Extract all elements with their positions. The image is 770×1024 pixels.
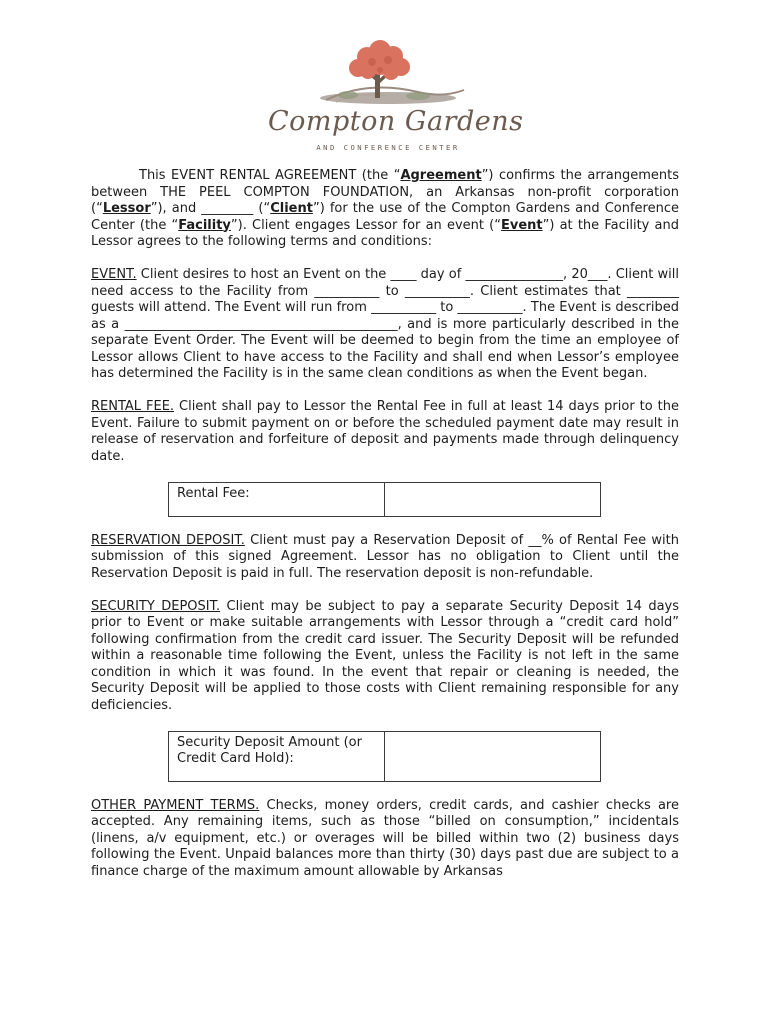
- security-deposit-value[interactable]: [385, 731, 601, 781]
- intro-paragraph: This EVENT RENTAL AGREEMENT (the “Agreement”) confirms the arrangements between THE PEEL COMPTON FOUNDATION, an Arkansas non-profit corporation (“Lessor”), and ________ (“Client”) for the use of the Compton Gardens and Conference Center (the “Facility”). Client engages Lessor for an event (“Event”) at the Facility and Lessor agrees to the following terms and conditions:: [91, 168, 680, 249]
- security-deposit-section: [91, 599, 679, 715]
- event-heading: EVENT.: [91, 267, 137, 282]
- rental-fee-body: Client shall pay to Lessor the Rental Fee in full at least 14 days prior to the Event. Failure to submit payment on or before the scheduled payment date may result in release of reservation and forfeiture of deposit and payments made through delinquency date.: [91, 399, 679, 464]
- document-body: [91, 168, 679, 897]
- other-payment-section: [91, 798, 679, 881]
- security-deposit-label: Security Deposit Amount (or Credit Card Hold):: [169, 731, 385, 781]
- tree-icon: [268, 40, 508, 108]
- term-lessor: Lessor: [102, 201, 151, 216]
- term-agreement: Agreement: [400, 168, 482, 183]
- rental-fee-label: Rental Fee:: [169, 482, 385, 516]
- reservation-deposit-heading: RESERVATION DEPOSIT.: [91, 532, 245, 548]
- rental-fee-value[interactable]: [385, 482, 601, 516]
- security-deposit-body: Client may be subject to pay a separate Security Deposit 14 days prior to Event or make suitable arrangements with Lessor through a “credit card hold” following confirmation from the credit card issuer. The Security Deposit will be refunded within a reasonable time following the Event, unless the Facility is not left in the same condition in which it was found. In the event that repair or cleaning is needed, the Security Deposit will be applied to those costs with Client remaining responsible for any deficiencies.: [91, 598, 680, 713]
- brand-subtitle: AND CONFERENCE CENTER: [316, 143, 460, 152]
- logo: [268, 40, 524, 156]
- rental-fee-heading: RENTAL FEE.: [91, 399, 175, 414]
- other-payment-heading: OTHER PAYMENT TERMS.: [91, 797, 260, 813]
- rental-fee-section: [91, 399, 679, 465]
- rental-fee-table: [168, 482, 601, 517]
- event-body: Client desires to host an Event on the ____ day of _______________, 20___. Client will need access to the Facility from __________ to __________. Client estimates that ________ guests will attend. The Event will run from __________ to __________. The Event is described as a __________________________________________, and is more particularly described in the separate Event Order. The Event will be deemed to begin from the time an employee of Lessor allows Client to have access to the Facility and shall end when Lessor’s employee has determined the Facility is in the same clean conditions as when the Event began.: [91, 267, 679, 381]
- reservation-deposit-body: Client must pay a Reservation Deposit of __% of Rental Fee with submission of this signed Agreement. Lessor has no obligation to Client until the Reservation Deposit is paid in full. The reservation deposit is non-refundable.: [91, 532, 679, 581]
- security-deposit-table: [168, 731, 601, 782]
- term-event: Event: [500, 217, 543, 233]
- security-deposit-heading: SECURITY DEPOSIT.: [91, 598, 221, 614]
- term-client: Client: [270, 201, 313, 216]
- event-section: [91, 267, 679, 383]
- brand-name: Compton Gardens: [268, 106, 524, 137]
- reservation-deposit-section: [91, 533, 679, 583]
- term-facility: Facility: [178, 217, 231, 233]
- other-payment-body: Checks, money orders, credit cards, and cashier checks are accepted. Any remaining items, such as those “billed on consumption,” incidentals (linens, a/v equipment, etc.) or overages will be billed within two (2) business days following the Event. Unpaid balances more than thirty (30) days past due are subject to a finance charge of the maximum amount allowable by Arkansas: [91, 797, 679, 879]
